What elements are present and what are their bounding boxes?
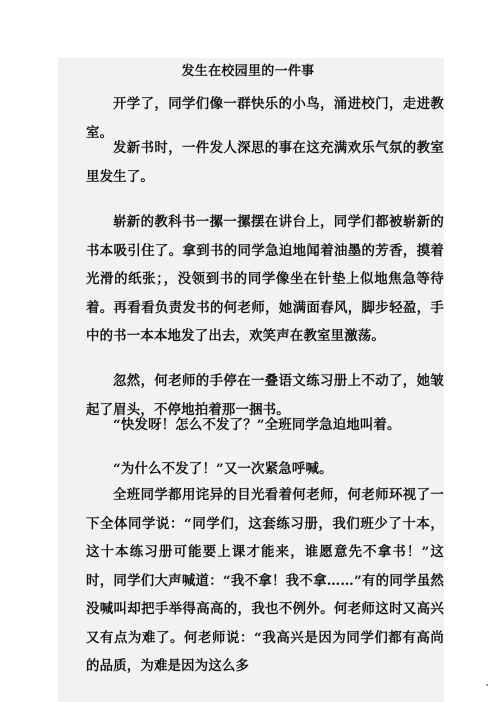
paragraph-1: 开学了，同学们像一群快乐的小鸟，涌进校门，走进教室。 — [86, 96, 444, 141]
corner-mark — [486, 684, 488, 686]
paragraph-6: “为什么不发了！”又一次紧急呼喊。 — [113, 461, 333, 477]
paragraph-7: 全班同学都用诧异的目光看着何老师，何老师环视了一下全体同学说：“同学们，这套练习册，我们班少了十本，这十本练习册可能要上课才能来，谁愿意先不拿书！”这时，同学们大声喊道：“我不拿！我不拿……”有的同学虽然没喊叫却把手举得高高的，我也不例外。何老师这时又高兴又有点为难了。何老师说：“我高兴是因为同学们都有高尚的品质，为难是因为这么多 — [86, 487, 444, 674]
paragraph-5: “快发呀！怎么不发了？”全班同学急迫地叫着。 — [113, 417, 401, 433]
paragraph-3: 崭新的教科书一摞一摞摆在讲台上，同学们都被崭新的书本吸引住了。拿到书的同学急迫地闻着油墨的芳香，摸着光滑的纸张；，没领到书的同学像坐在针垫上似地焦急等待着。再看看负责发书的何老师，她满面春风，脚步轻盈，手中的书一本本地发了出去，欢笑声在教室里激荡。 — [86, 214, 444, 344]
paragraph-4: 忽然，何老师的手停在一叠语文练习册上不动了，她皱起了眉头，不停地拍着那一捆书。 — [86, 373, 444, 418]
document-title: 发生在校园里的一件事 — [181, 64, 315, 79]
paragraph-2: 发新书时，一件发人深思的事在这充满欢乐气氛的教室里发生了。 — [86, 140, 444, 185]
